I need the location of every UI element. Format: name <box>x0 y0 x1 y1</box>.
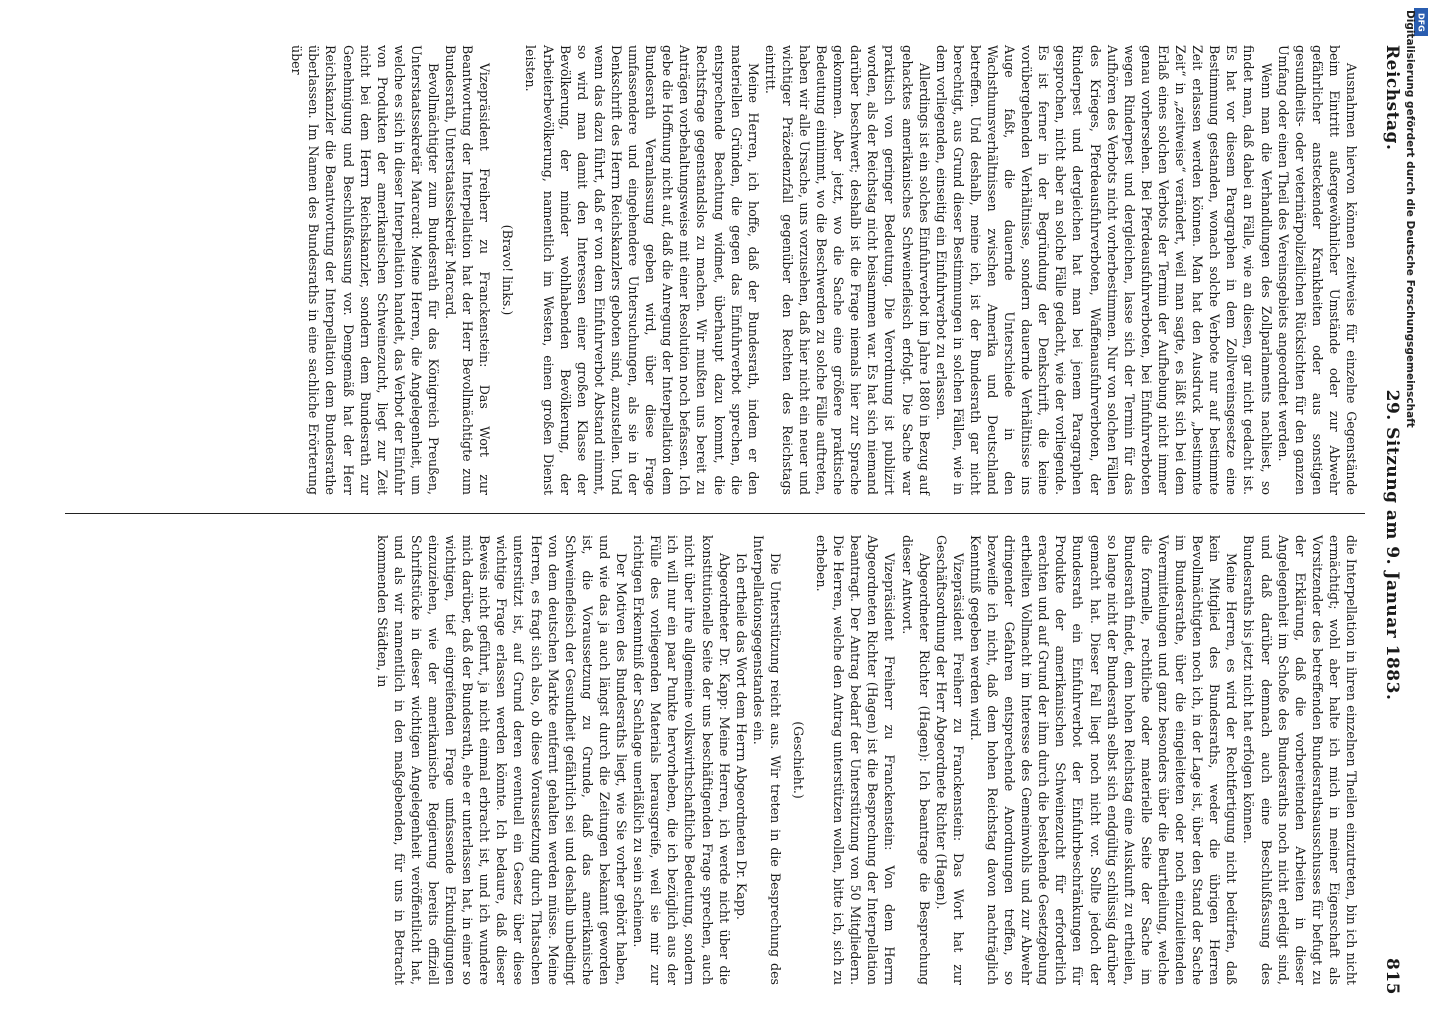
interjection: (Geschieht.) <box>791 721 806 799</box>
column-divider <box>65 513 1365 514</box>
paragraph: Vizepräsident Freiherr zu Franckenstein: Das Wort zur Beantwortung der Interpellation hat der Herr Bevollmächtigte zum Bundesrath, Unterstaatssekretär Marcard. <box>443 45 493 495</box>
header-left: Reichstag. <box>1382 45 1402 151</box>
page-header <box>1370 45 1410 995</box>
header-center: 29. Sitzung am 9. Januar 1883. <box>1382 389 1402 701</box>
rotated-page <box>50 45 1410 995</box>
paragraph: Der Motiven des Bundesraths liegt, wie Sie vorher gehört haben, und wie das ja auch längst durch die Zeitungen bekannt geworden ist, die Voraussetzung zu Grunde, daß das amerikanische Schweinefleisch der Gesundheit gefährlich sei und deshalb unbedingt von dem deutschen Markte entfernt gehalten werden müsse. Meine Herren, es fragt sich also, ob diese Voraussetzung durch Thatsachen unterstützt ist, auf Grund deren eventuell ein Gesetz über diese wichtige Frage erlassen werden könnte. Ich bedaure, daß dieser Beweis nicht geführt, ja nicht einmal erbracht ist, und ich wundere mich darüber, daß der Bundesrath, ehe er unterlassen hat, in einer so wichtigen, tief eingreifenden Frage umfassende Erkundigungen einzuziehen, wie der amerikanische Regierung bereits offiziell Schriftstücke in dieser wichtigen Angelegenheit veröffentlicht hat, und als wir namentlich in den maßgebenden, für uns in Betracht kommenden Städten, in <box>374 535 630 985</box>
paragraph: Vizepräsident Freiherr zu Franckenstein: Von dem Herrn Abgeordneten Richter (Hagen) ist die Besprechung der Interpellation beantragt. Der Antrag bedarf der Unterstützung von 50 Mitgliedern. Die Herren, welche den Antrag unterstützen wollen, bitte ich, sich zu erheben. <box>814 535 898 985</box>
right-column <box>374 535 1360 985</box>
paragraph: Abgeordneter Dr. Kapp: Meine Herren, ich werde nicht über die konstitutionelle Seite der uns beschäftigenden Frage sprechen, auch nicht über ihre allgemeine volkswirthschaftliche Bedeutung, sondern ich will nur ein paar Punkte hervorheben, die ich bezüglich aus der Fülle des vorliegenden Materials herausgreife, weil sie mir zur richtigen Erkenntniß der Sachlage unerläßlich zu sein scheinen. <box>631 535 732 985</box>
paragraph: Meine Herren, es wird der Rechtfertigung nicht bedürfen, daß kein Mitglied des Bundesraths, weder die übrigen Herren Bevollmächtigten noch ich, in der Lage ist, über den Stand der Sache im Bundesrathe, über die eingeleiteten oder noch einzuleitenden Vorermittelungen und ganz besonders über die Beurtheilung, welche die formelle, rechtliche oder materielle Seite der Sache im Bundesrath findet, dem hohen Reichstag eine Auskunft zu ertheilen, so lange nicht der Bundesrath selbst sich endgültig schlüssig darüber gemacht hat. Dieser Fall liegt noch nicht vor. Sollte jedoch der Bundesrath ein Einfuhrverbot der Einfuhrbeschränkungen für Produkte der amerikanischen Schweinezucht für erforderlich erachten und auf Grund der ihm durch die bestehende Gesetzgebung ertheilten Vollmacht im Interesse des Gemeinwohls und zur Abwehr dringender Gefahren entsprechende Anordnungen treffen, so bezweifle ich nicht, daß dem hohen Reichstag davon nachträglich Kenntniß gegeben werden wird. <box>967 535 1240 985</box>
paragraph: Wenn man die Verhandlungen des Zollparlaments nachliest, so findet man, daß dabei an Fälle, wie an diesen, gar nicht gedacht ist. Es hat vor diesem Paragraphen in dem Zollvereinsgesetze eine Bestimmung gestanden, wonach solche Verbote nur auf bestimmte Zeit erlassen werden können. Man hat den Ausdruck „bestimmte Zeit“ in „zeitweise“ verändert, weil man sagte, es läßt sich bei dem Erlaß eines solchen Verbots der Termin der Aufhebung nicht immer genau vorhersehen. Bei Pferdeausfuhrverboten, bei Einfuhrverboten wegen Rinderpest und dergleichen, lasse sich der Termin für das Aufhören des Verbots nicht vorherbestimmen. Nur von solchen Fällen des Krieges, Pferdeausfuhrverboten, Waffenausfuhrverboten, der Rinderpest und dergleichen hat man bei jenem Paragraphen gesprochen, nicht aber an solche Fälle gedacht, wie der vorliegende. Es ist ferner in der Begründung der Denkschrift, die keine vorübergehenden Verhältnisse, sondern dauernde Verhältnisse ins Auge faßt, die dauernde Unterschiede in den Wachsthumsverhältnissen zwischen Amerika und Deutschland betreffen. Und deshalb, meine ich, ist der Bundesrath gar nicht berechtigt, aus Grund dieser Bestimmungen in solchen Fällen, wie in dem vorliegenden, einseitig ein Einfuhrverbot zu erlassen. <box>933 45 1274 495</box>
paragraph: Meine Herren, ich hoffe, daß der Bundesrath, indem er den materiellen Gründen, die gegen das Einfuhrverbot sprechen, die entsprechende Beachtung widmet, überhaupt dazu kommt, die Rechtsfrage gegenstandslos zu machen. Wir mußten uns bereit zu Anträgen vorbehaltungsweise mit einer Resolution noch befassen. Ich gebe die Hoffnung nicht auf, daß die Anregung der Interpellation dem Bundesrath Veranlassung geben wird, über diese Frage umfassendere und eingehendere Untersuchungen, als sie in der Denkschrift des Herrn Reichskanzlers geboten sind, anzustellen. Und wenn das dazu führt, daß er von dem Einfuhrverbot Abstand nimmt, so wird man damit den Interessen einer großen Klasse der Bevölkerung, der minder wohlhabenden Bevölkerung, der Arbeiterbevölkerung, namentlich im Westen, einen großen Dienst leisten. <box>523 45 761 495</box>
paragraph: Die Unterstützung reicht aus. Wir treten in die Besprechung des Interpellationsgegenstandes ein. <box>750 535 783 985</box>
paragraph: Allerdings ist ein solches Einfuhrverbot im Jahre 1880 in Bezug auf gehacktes amerikanisches Schweinefleisch erfolgt. Die Sache war praktisch von geringer Bedeutung. Die Verordnung ist publizirt worden, als der Reichstag nicht beisammen war. Es hat sich niemand darüber beschwert; deshalb ist die Frage niemals hier zur Sprache gekommen. Aber jetzt, wo die Sache eine größere praktische Bedeutung einnimmt, wo die Beschwerden zu solche Fälle auftreten, haben wir alle Ursache, uns vorzusehen, daß hier nicht ein neuer und wichtiger Präzedenzfall gegenüber den Rechten des Reichstags eintritt. <box>762 45 932 495</box>
paragraph: die Interpellation in ihren einzelnen Theilen einzutreten, bin ich nicht ermächtigt; wohl aber halte ich mich in meiner Eigenschaft als Vorsitzender des betreffenden Bundesrathsausschusses für befugt zu der Erklärung, daß die vorbereitenden Arbeiten in dieser Angelegenheit im Schoße des Bundesraths noch nicht erledigt sind, und daß darüber demnach auch eine Beschlußfassung des Bundesraths bis jetzt nicht hat erfolgen können. <box>1241 535 1359 985</box>
dfg-logo <box>1414 8 1428 36</box>
paragraph: Ich ertheile das Wort dem Herrn Abgeordneten Dr. Kapp. <box>733 553 749 920</box>
paragraph: Bevollmächtigter zum Bundesrath für das Königreich Preußen, Unterstaatssekretär Marcard: Meine Herren, die Angelegenheit, um welche es sich in dieser Interpellation handelt, das Verbot der Einfuhr von Produkten der amerikanischen Schweinezucht, liegt zur Zeit nicht bei dem Herrn Reichskanzler, sondern dem Bundesrath zur Genehmigung und Beschlußfassung vor. Demgemäß hat der Herr Reichskanzler die Beantwortung der Interpellation dem Bundesrathe überlassen. Im Namen des Bundesraths in eine sachliche Erörterung über <box>289 45 442 495</box>
paragraph: Vizepräsident Freiherr zu Franckenstein: Das Wort hat zur Geschäftsordnung der Herr Abgeordnete Richter (Hagen). <box>933 535 966 985</box>
digitization-credit: Digitalisierung gefördert durch die Deutsche Forschungsgemeinschaft <box>1404 10 1416 428</box>
paragraph: Abgeordneter Richter (Hagen): Ich beantrage die Besprechung dieser Antwort. <box>899 535 932 985</box>
interjection: (Bravo! links.) <box>500 224 516 316</box>
dfg-logo-text: DFG <box>1416 12 1426 32</box>
paragraph: Ausnahmen hiervon können zeitweise für einzelne Gegenstände beim Eintritt außergewöhnlicher Umstände oder zur Abwehr gefährlicher ansteckender Krankheiten oder aus sonstigen gesundheits- oder veterinärpolizeilichen Rücksichten für den ganzen Umfang oder einen Theil des Vereinsgebiets angeordnet werden. <box>1275 45 1359 495</box>
page-number: 815 <box>1382 958 1402 995</box>
left-column <box>288 45 1360 495</box>
